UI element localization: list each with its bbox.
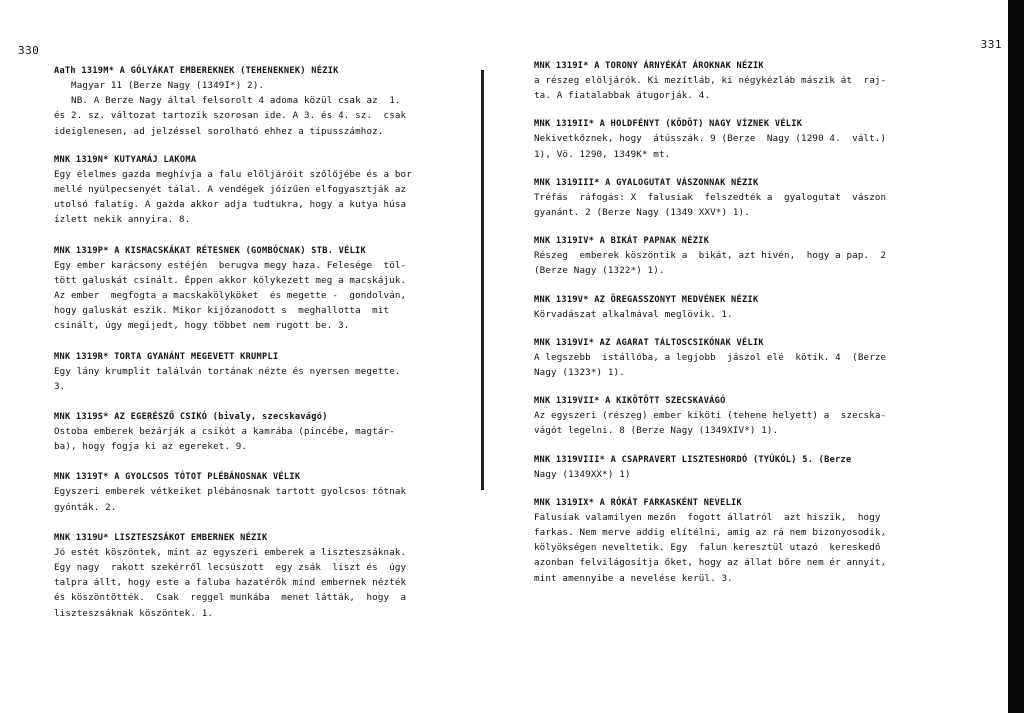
entry (54, 244, 472, 334)
entry (534, 496, 984, 586)
entry (534, 336, 984, 380)
entry (534, 117, 984, 161)
entry-body: Egyszeri emberek vétkeiket plébánosnak tartott gyolcsos tótnak gyónták. 2. (54, 486, 407, 513)
entry-title: MNK 1319S* AZ EGERÉSZŐ CSIKÓ (bivaly, szecskavágó) (54, 412, 328, 423)
entry-title: MNK 1319VIII* A CSAPRAVERT LISZTESHORDÓ (TYÚKÓL) 5. (Berze (534, 454, 852, 465)
entry-title: MNK 1319VII* A KIKÖTÖTT SZECSKAVÁGÓ (534, 396, 726, 407)
entry (54, 470, 472, 514)
entry-body: Az egyszeri (részeg) ember kiköti (tehene helyett) a szecska- vágót legelni. 8 (Berze Nagy (1349XIV*) 1). (534, 410, 887, 437)
right-entries (534, 59, 984, 586)
entry-body: a részeg elöljárók. Ki mezítláb, ki négykézláb mászik át raj- ta. A fiatalabbak átugorják. 4. (534, 75, 887, 102)
left-entries (54, 64, 472, 621)
entry (54, 410, 472, 454)
entry-title: MNK 1319R* TORTA GYANÁNT MEGEVETT KRUMPLI (54, 351, 279, 362)
entry-body: Egy élelmes gazda meghívja a falu elöljáróit szőlőjébe és a bor mellé nyúlpecsenyét tálal. A vendégek jóízűen elfogyasztják az utolsó falatig. A gazda akkor adja tudtukra, hogy a kutya húsa ízlett nekik annyira. 8. (54, 168, 412, 226)
entry-title: MNK 1319N* KUTYAMÁJ LAKOMA (54, 154, 197, 165)
page-number-left: 330 (18, 44, 40, 57)
entry (534, 394, 984, 438)
entry-body: Jó estét köszöntek, mint az egyszeri emberek a liszteszsáknak. Egy nagy rakott szekérről lecsúszott egy zsák liszt és úgy talpra állt, hogy este a faluba hazatérők mind embernek nézték és köszöntötték. Csak reggel munkába menet látták, hogy a liszteszsáknak köszöntek. 1. (54, 546, 407, 619)
entry-title: MNK 1319II* A HOLDFÉNYT (KÖDÖT) NAGY VÍZNEK VÉLIK (534, 119, 803, 130)
entry-body: Magyar 11 (Berze Nagy (1349I*) 2). NB. A Berze Nagy által felsorolt 4 adoma közül csak az 1. és 2. sz. változat tartozik szorosan ide. A 3. és 4. sz. csak ideiglenesen, ad jelzéssel sorolható ehhez a típusszámhoz. (54, 80, 407, 137)
entry-body: Tréfás ráfogás: X falusiak felszedték a gyalogutat vászon gyanánt. 2 (Berze Nagy (1349 XXV*) 1). (534, 191, 887, 219)
entry (534, 176, 984, 220)
entry-title: MNK 1319VI* AZ AGARAT TÁLTOSCSIKÓNAK VÉLIK (534, 337, 764, 348)
entry-body: Egy ember karácsony estéjén berugva megy haza. Felesége töl- tött galuskát csinált. Éppen akkor kölykezett meg a macskájuk. Az ember megfogta a macskakölyköket és megette - gondolván, hogy galuskát eszik. Mikor kijózanodott s meghallotta mit csinált, úgy megijedt, hogy többet nem rugott be. 3. (54, 259, 407, 332)
entry-title: MNK 1319P* A KISMACSKÁKAT RÉTESNEK (GOMBÓCNAK) STB. VÉLIK (54, 245, 367, 256)
entry-body: A legszebb istállóba, a legjobb jászol elé kötik. 4 (Berze Nagy (1323*) 1). (534, 351, 887, 379)
entry (534, 59, 984, 103)
entry-title: MNK 1319IV* A BIKÁT PAPNAK NÉZIK (534, 236, 710, 247)
entry-title: AaTh 1319M* A GÓLYÁKAT EMBEREKNEK (TEHENEKNEK) NÉZIK (54, 66, 339, 76)
entry-body: Egy lány krumplit találván tortának nézte és nyersen megette. 3. (54, 365, 401, 392)
entry (54, 153, 472, 228)
entry (534, 234, 984, 278)
page-number-right: 331 (980, 38, 1002, 51)
entry-title: MNK 1319III* A GYALOGUTAT VÁSZONNAK NÉZIK (534, 177, 759, 188)
entry (54, 350, 472, 394)
left-page (0, 0, 486, 713)
entry-title: MNK 1319I* A TORONY ÁRNYÉKÁT ÁROKNAK NÉZIK (534, 61, 764, 71)
entry-body: Falusiak valamilyen mezőn fogott állatról azt hiszik, hogy farkas. Nem merve addig elítélni, amig az rá nem bizonyosodik, kölyökségen neveltetik. Egy falun keresztül utazó kereskedő azonban felvilágosítja őket, hogy az állat bőre nem ér annyit, mint amennyibe a nevelése kerül. 3. (534, 511, 887, 584)
entry (54, 531, 472, 621)
entry-title: MNK 1319IX* A RÓKÁT FARKASKÉNT NEVELIK (534, 497, 743, 508)
entry-body: Ostoba emberek bezárják a csikót a kamrába (pincébe, magtár- ba), hogy fogja ki az egereket. 9. (54, 426, 395, 453)
entry-body: Körvadászat alkalmával meglövik. 1. (534, 308, 733, 320)
entry-body: Nekivetkőznek, hogy átússzák. 9 (Berze Nagy (1290 4. vált.) 1), Vö. 1290, 1349K* mt. (534, 133, 887, 160)
entry-title: MNK 1319T* A GYOLCSOS TÓTOT PLÉBÁNOSNAK VÉLIK (54, 472, 301, 483)
entry-title: MNK 1319V* AZ ÖREGASSZONYT MEDVÉNEK NÉZIK (534, 294, 759, 305)
entry-body: Részeg emberek köszöntik a bikát, azt hivén, hogy a pap. 2 (Berze Nagy (1322*) 1). (534, 250, 887, 277)
entry-title: MNK 1319U* LISZTESZSÁKOT EMBERNEK NÉZIK (54, 532, 268, 543)
right-page (484, 0, 1024, 713)
page-edge-shadow (1008, 0, 1024, 713)
entry (534, 293, 984, 322)
entry-body: Nagy (1349XX*) 1) (534, 468, 631, 480)
entry (534, 453, 984, 482)
entry (54, 64, 472, 139)
